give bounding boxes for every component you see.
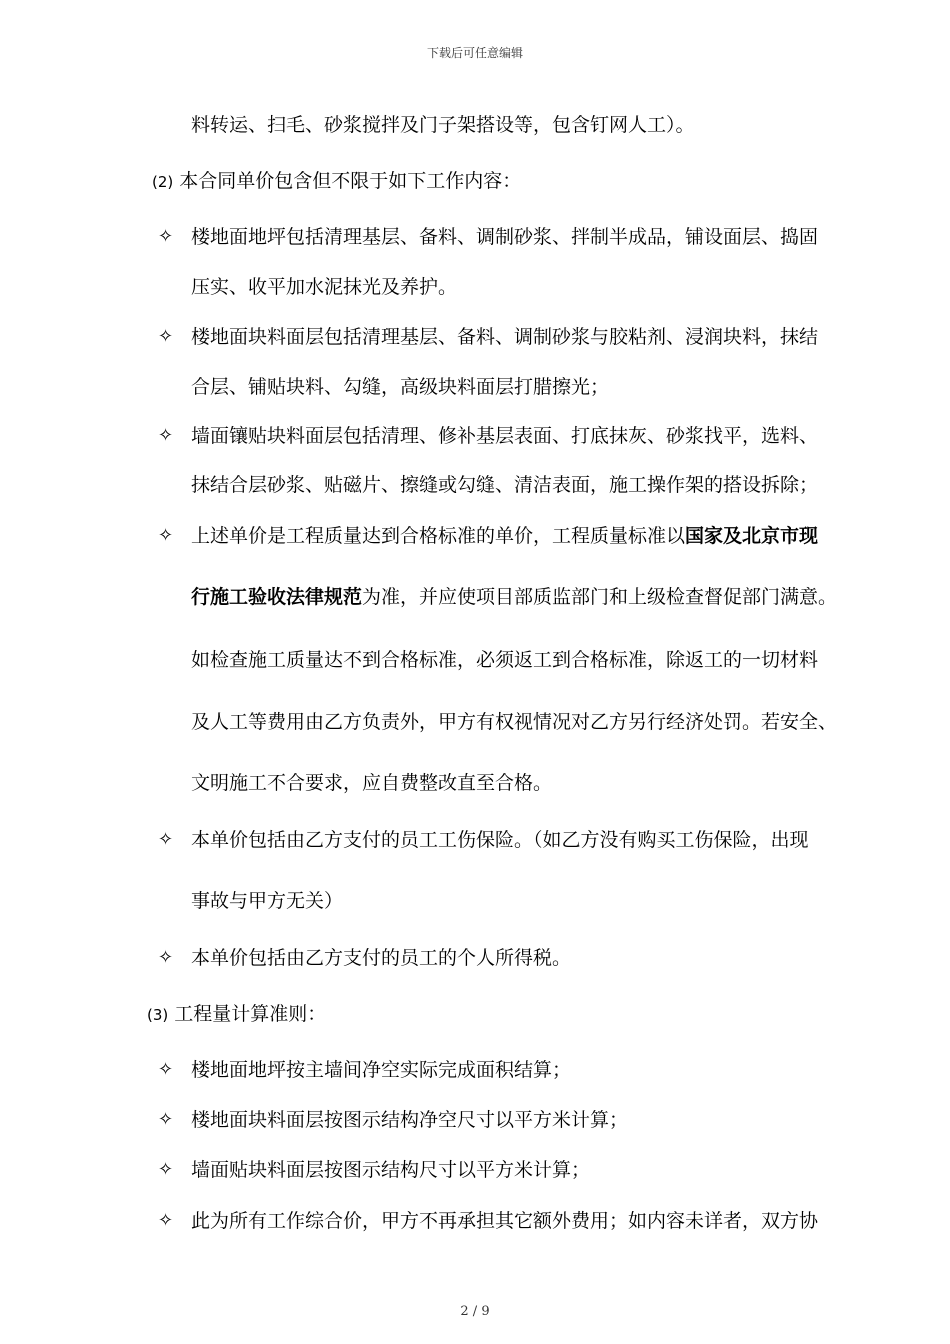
bullet-star-icon: ✧ <box>158 525 174 546</box>
bullet-line: 压实、收平加水泥抹光及养护。 <box>191 276 458 298</box>
bullet-star-icon: ✧ <box>158 1059 174 1080</box>
section-2-heading <box>152 169 521 194</box>
section-title: 工程量计算准则： <box>174 1003 327 1025</box>
bullet-line: 抹结合层砂浆、贴磁片、擦缝或勾缝、清洁表面，施工操作架的搭设拆除； <box>191 474 819 496</box>
text-run: 为准，并应使项目部质监部门和上级检查督促部门满意。 <box>362 586 838 608</box>
bullet-line <box>191 524 818 548</box>
text-run: 上述单价是工程质量达到合格标准的单价，工程质量标准以 <box>191 525 686 547</box>
bullet-line: 墙面贴块料面层按图示结构尺寸以平方米计算； <box>191 1159 591 1181</box>
bullet-line: 楼地面块料面层包括清理基层、备料、调制砂浆与胶粘剂、浸润块料，抹结 <box>191 326 819 348</box>
bullet-line: 楼地面地坪按主墙间净空实际完成面积结算； <box>191 1059 572 1081</box>
bullet-star-icon: ✧ <box>158 1159 174 1180</box>
bullet-line: 合层、铺贴块料、勾缝，高级块料面层打腊擦光； <box>191 376 610 398</box>
section-number: (3) <box>147 1006 169 1024</box>
bold-text-run: 行施工验收法律规范 <box>191 586 363 608</box>
section-title: 本合同单价包含但不限于如下工作内容： <box>179 170 522 192</box>
bullet-line: 楼地面地坪包括清理基层、备料、调制砂浆、拌制半成品，铺设面层、捣固 <box>191 226 819 248</box>
bullet-line: 文明施工不合要求，应自费整改直至合格。 <box>191 772 553 794</box>
bullet-line <box>191 585 837 609</box>
bullet-star-icon: ✧ <box>158 1210 174 1231</box>
bullet-star-icon: ✧ <box>158 326 174 347</box>
page-number: 2 / 9 <box>460 1304 490 1319</box>
paragraph-line: 料转运、扫毛、砂浆搅拌及门子架搭设等，包含钉网人工）。 <box>191 114 695 136</box>
bullet-star-icon: ✧ <box>158 1109 174 1130</box>
bullet-line: 本单价包括由乙方支付的员工工伤保险。（如乙方没有购买工伤保险，出现 <box>191 829 809 851</box>
bullet-line: 及人工等费用由乙方负责外，甲方有权视情况对乙方另行经济处罚。若安全、 <box>191 711 838 733</box>
bullet-star-icon: ✧ <box>158 947 174 968</box>
section-3-heading <box>147 1002 326 1027</box>
bullet-line: 如检查施工质量达不到合格标准，必须返工到合格标准，除返工的一切材料 <box>191 649 819 671</box>
bullet-star-icon: ✧ <box>158 425 174 446</box>
bullet-line: 墙面镶贴块料面层包括清理、修补基层表面、打底抹灰、砂浆找平，选料、 <box>191 425 819 447</box>
bullet-star-icon: ✧ <box>158 829 174 850</box>
bullet-line: 事故与甲方无关） <box>191 890 344 912</box>
bullet-line: 本单价包括由乙方支付的员工的个人所得税。 <box>191 947 572 969</box>
page-header: 下载后可任意编辑 <box>426 46 523 60</box>
bold-text-run: 国家及北京市现 <box>685 525 819 547</box>
section-number: (2) <box>152 173 174 191</box>
bullet-star-icon: ✧ <box>158 226 174 247</box>
bullet-line: 楼地面块料面层按图示结构净空尺寸以平方米计算； <box>191 1109 629 1131</box>
bullet-line: 此为所有工作综合价，甲方不再承担其它额外费用；如内容未详者，双方协 <box>191 1210 819 1232</box>
